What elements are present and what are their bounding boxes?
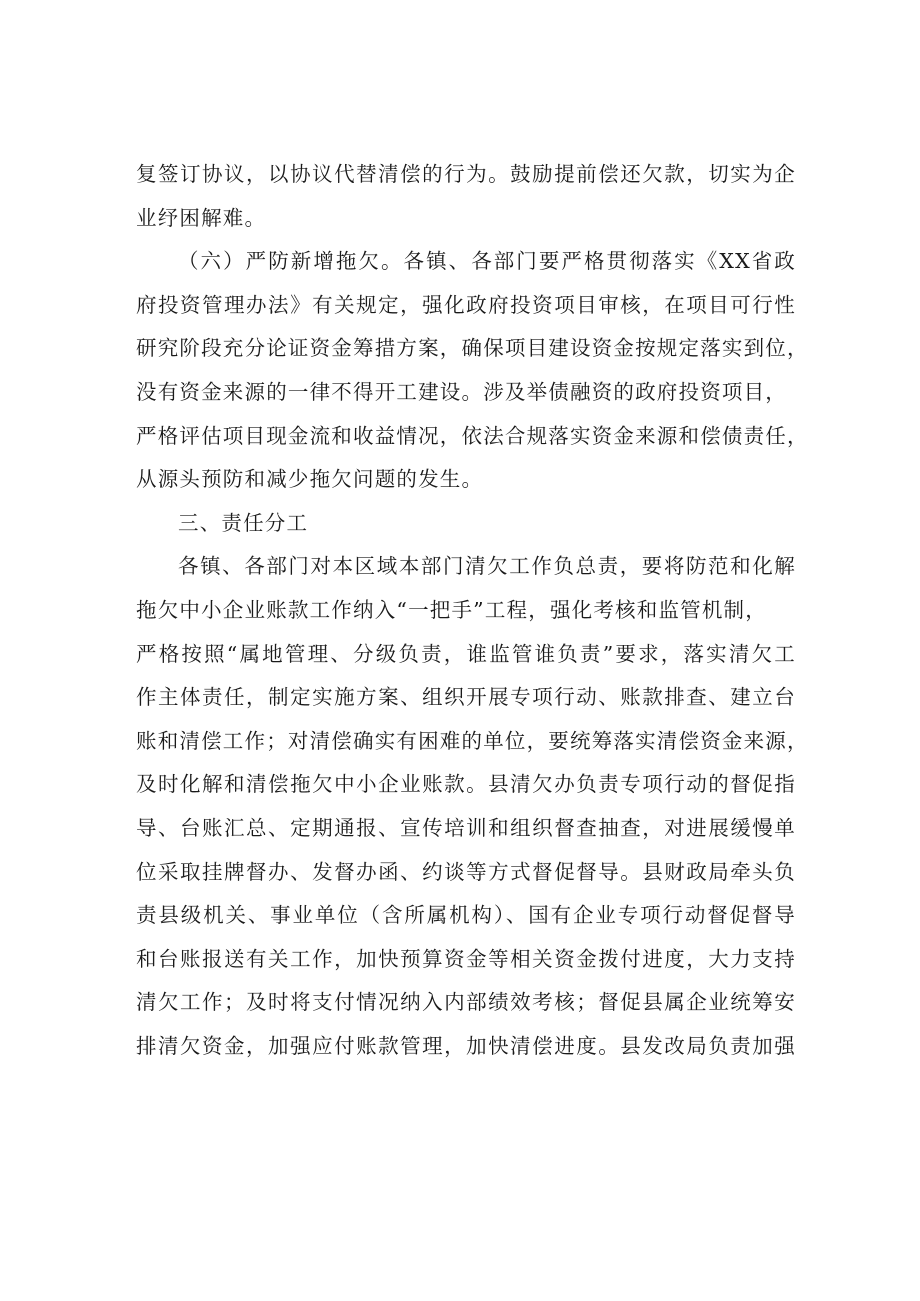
text-line: 业纾困解难。 <box>136 205 267 230</box>
text-line: 各镇、各部门对本区域本部门清欠工作负总责，要将防范和化解 <box>178 554 796 579</box>
text-line: 和台账报送有关工作，加快预算资金等相关资金拨付进度，大力支持 <box>136 946 796 971</box>
text-line: 位采取挂牌督办、发督办函、约谈等方式督促督导。县财政局牵头负 <box>136 859 796 884</box>
text-line: 没有资金来源的一律不得开工建设。涉及举债融资的政府投资项目， <box>136 379 787 404</box>
text-line: 府投资管理办法》有关规定，强化政府投资项目审核，在项目可行性 <box>136 292 796 317</box>
text-line: 从源头预防和减少拖欠问题的发生。 <box>136 467 484 492</box>
text-line: 导、台账汇总、定期通报、宣传培训和组织督查抽查，对进展缓慢单 <box>136 815 796 840</box>
text-line: 拖欠中小企业账款工作纳入“一把手”工程，强化考核和监管机制， <box>136 597 767 622</box>
text-line: 及时化解和清偿拖欠中小企业账款。县清欠办负责专项行动的督促指 <box>136 772 796 797</box>
text-line: 复签订协议，以协议代替清偿的行为。鼓励提前偿还欠款，切实为企 <box>136 162 796 186</box>
section-heading-line: （六）严防新增拖欠。各镇、各部门要严格贯彻落实《XX省政 <box>178 249 796 274</box>
text-line: 账和清偿工作；对清偿确实有困难的单位，要统筹落实清偿资金来源， <box>136 728 809 753</box>
text-line: 严格按照“属地管理、分级负责，谁监管谁负责”要求，落实清欠工 <box>136 641 796 666</box>
text-line: 清欠工作；及时将支付情况纳入内部绩效考核；督促县属企业统筹安 <box>136 990 796 1015</box>
document-body <box>136 153 809 1068</box>
text-line: 排清欠资金，加强应付账款管理，加快清偿进度。县发改局负责加强 <box>136 1033 796 1058</box>
text-line: 责县级机关、事业单位（含所属机构）、国有企业专项行动督促督导 <box>136 903 796 928</box>
text-line: 研究阶段充分论证资金筹措方案，确保项目建设资金按规定落实到位， <box>136 336 809 361</box>
chapter-heading: 三、责任分工 <box>178 510 309 535</box>
text-line: 严格评估项目现金流和收益情况，依法合规落实资金来源和偿债责任， <box>136 423 809 448</box>
text-line: 作主体责任，制定实施方案、组织开展专项行动、账款排查、建立台 <box>136 685 796 710</box>
